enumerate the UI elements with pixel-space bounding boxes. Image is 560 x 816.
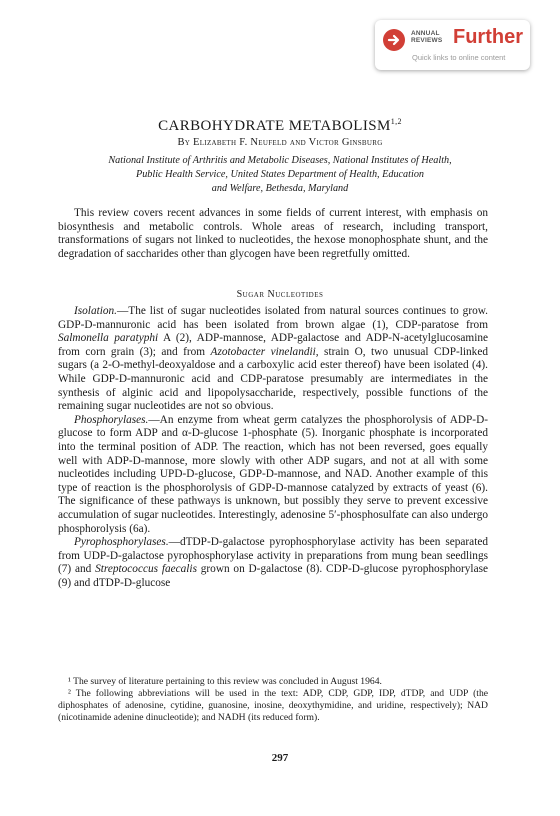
- footnote-2: ² The following abbreviations will be used in the text: ADP, CDP, GDP, IDP, dTDP, and UDP (the diphosphates of adenosine, cytidine, guanosine, inosine, deoxythymidine, and uridine, respectively); NAD (nicotinamide adenine dinucleotide); and NADH (its reduced form).: [58, 688, 488, 723]
- badge-subtitle: Quick links to online content: [412, 53, 506, 62]
- authors: By Elizabeth F. Neufeld and Victor Ginsburg: [177, 137, 383, 148]
- annual-reviews-logo: ANNUAL REVIEWS: [411, 30, 443, 44]
- further-reading-badge[interactable]: [375, 20, 530, 70]
- phosphorylases-paragraph: Phosphorylases.—An enzyme from wheat germ catalyzes the phosphorolysis of ADP-D-glucose to form ADP and α-D-glucose 1-phosphate (5). Inorganic phosphate is incorporated into the terminal position of ADP. The reaction, which has not been reversed, goes equally well with ADP-D-mannose, more slowly with other ADP sugars, and not at all with some nucleotides including UPD-D-glucose, GDP-D-mannose, and NAD. Another example of this type of reaction is the phosphorolysis of GDP-D-mannose catalyzed by extracts of yeast (6). The significance of these pathways is unknown, but possibly they serve to prevent excessive accumulation of sugar nucleotides. Interestingly, adenosine 5′-phosphosulfate can also undergo phosphorolysis (6a).: [58, 413, 488, 535]
- section-heading: Sugar Nucleotides: [236, 289, 324, 300]
- footnotes: [58, 676, 488, 724]
- arrow-right-icon: [383, 29, 405, 51]
- footnote-1: ¹ The survey of literature pertaining to this review was concluded in August 1964.: [68, 676, 382, 687]
- pyrophosphorylases-paragraph: Pyrophosphorylases.—dTDP-D-galactose pyrophosphorylase activity has been separated from UDP-D-galactose pyrophosphorylase activity in preparations from mung bean seedlings (7) and Streptococcus faecalis grown on D-galactose (8). CDP-D-glucose pyrophosphorylase (9) and dTDP-D-glucose: [58, 536, 488, 589]
- isolation-paragraph: Isolation.—The list of sugar nucleotides isolated from natural sources continues to grow. GDP-D-mannuronic acid has been isolated from brown algae (1), CDP-paratose from Salmonella paratyphi A (2), ADP-mannose, ADP-galactose and ADP-N-acetylglucosamine from corn grain (3); and from Azotobacter vinelandii, strain O, two unusual CDP-linked sugars (a 2-O-methyl-deoxyaldose and a carboxylic acid ester thereof) have been isolated (4). While GDP-D-mannuronic acid and CDP-paratose presumably are intermediates in the synthesis of alginic acid and lipopolysaccharide, respectively, possible functions of the remaining sugar nucleotides are not so obvious.: [58, 305, 488, 413]
- page-number: 297: [271, 752, 289, 764]
- article-title: CARBOHYDRATE METABOLISM$^{1,2}$: [158, 117, 402, 134]
- title-footnote-marks: 1,2: [390, 117, 402, 126]
- affiliation: National Institute of Arthritis and Metabolic Diseases, National Institutes of Health, Public Health Service, United States Department of Health, Education and Welfare, Bethesda, Maryland: [108, 155, 452, 194]
- further-label: Further: [453, 26, 523, 48]
- main-text: [58, 305, 488, 590]
- intro-paragraph: This review covers recent advances in some fields of current interest, with emphasis on biosynthesis and metabolic controls. Whole areas of research, including transport, transformations of sugars not linked to nucleotides, the hexose monophosphate shunt, and the degradation of saccharides other than glycogen have been regretfully omitted.: [58, 207, 488, 260]
